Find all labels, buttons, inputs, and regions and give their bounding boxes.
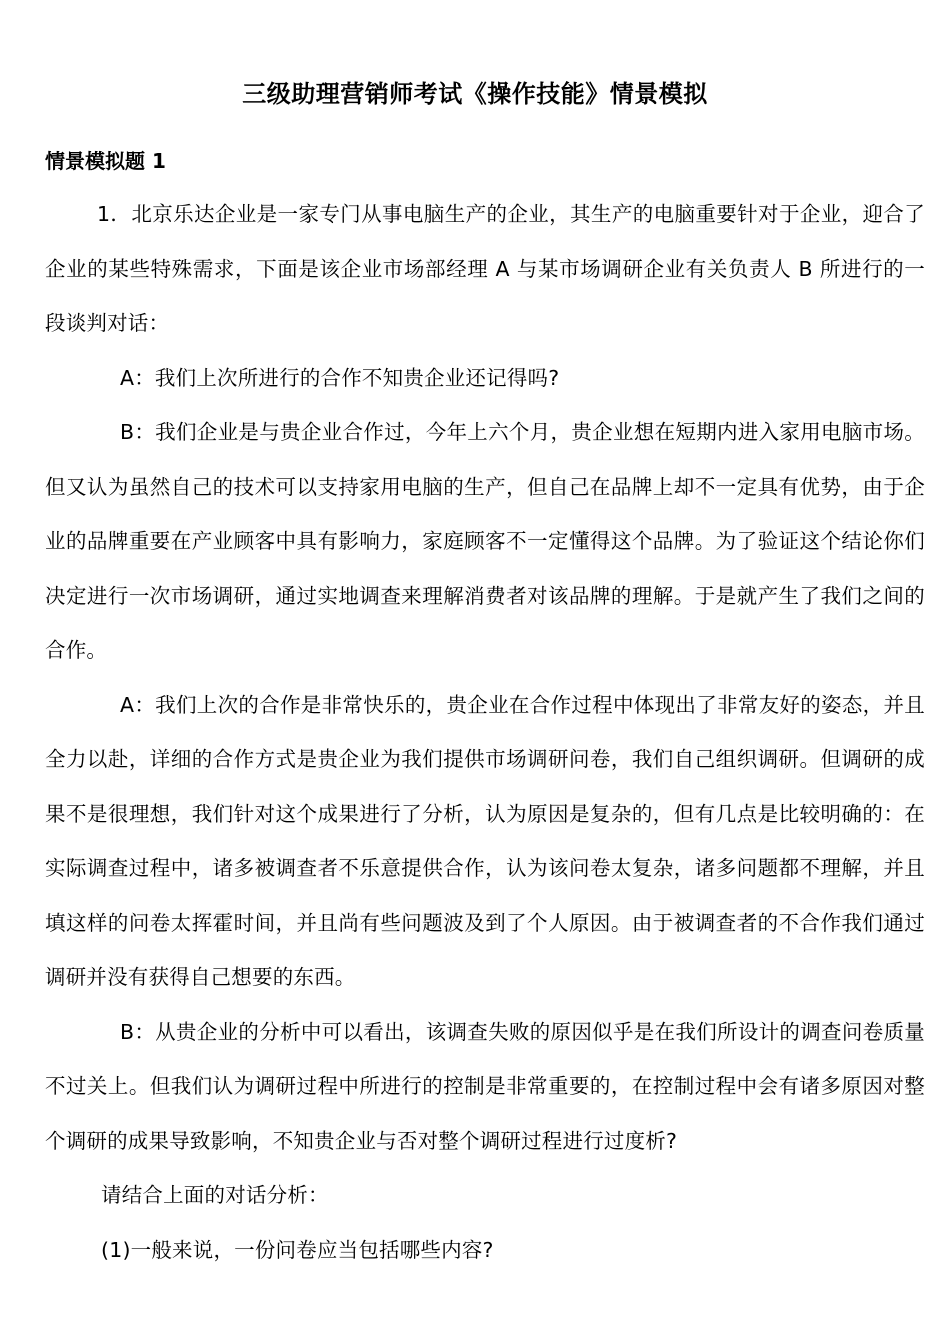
dialogue-b-2: B：从贵企业的分析中可以看出，该调查失败的原因似乎是在我们所设计的调查问卷质量不过关上。但我们认为调研过程中所进行的控制是非常重要的，在控制过程中会有诸多原因对整个调研的成果导致影响，不知贵企业与否对整个调研过程进行过度析? <box>45 1019 925 1153</box>
dialogue-a-2: A：我们上次的合作是非常快乐的，贵企业在合作过程中体现出了非常友好的姿态，并且全力以赴，详细的合作方式是贵企业为我们提供市场调研问卷，我们自己组织调研。但调研的成果不是很理想，我们针对这个成果进行了分析，认为原因是复杂的，但有几点是比较明确的：在实际调查过程中，诸多被调查者不乐意提供合作，认为该问卷太复杂，诸多问题都不理解，并且填这样的问卷太挥霍时间，并且尚有些问题波及到了个人原因。由于被调查者的不合作我们通过调研并没有获得自己想要的东西。 <box>45 692 925 989</box>
question-intro-paragraph: 1．北京乐达企业是一家专门从事电脑生产的企业，其生产的电脑重要针对于企业，迎合了企业的某些特殊需求，下面是该企业市场部经理 A 与某市场调研企业有关负责人 B 所进行的一段谈判对话： <box>45 202 925 335</box>
dialogue-b-1: B：我们企业是与贵企业合作过，今年上六个月，贵企业想在短期内进入家用电脑市场。但又认为虽然自己的技术可以支持家用电脑的生产，但自己在品牌上却不一定具有优势，由于企业的品牌重要在产业顾客中具有影响力，家庭顾客不一定懂得这个品牌。为了验证这个结论你们决定进行一次市场调研，通过实地调查来理解消费者对该品牌的理解。于是就产生了我们之间的合作。 <box>45 420 925 662</box>
document-title: 三级助理营销师考试《操作技能》情景模拟 <box>242 80 708 108</box>
section-heading: 情景模拟题 1 <box>45 149 166 173</box>
analysis-prompt: 请结合上面的对话分析： <box>101 1183 329 1207</box>
sub-question-1: (1)一般来说，一份问卷应当包括哪些内容? <box>101 1237 494 1262</box>
dialogue-a-1: A：我们上次所进行的合作不知贵企业还记得吗? <box>120 365 560 390</box>
document-body <box>45 187 925 1277</box>
